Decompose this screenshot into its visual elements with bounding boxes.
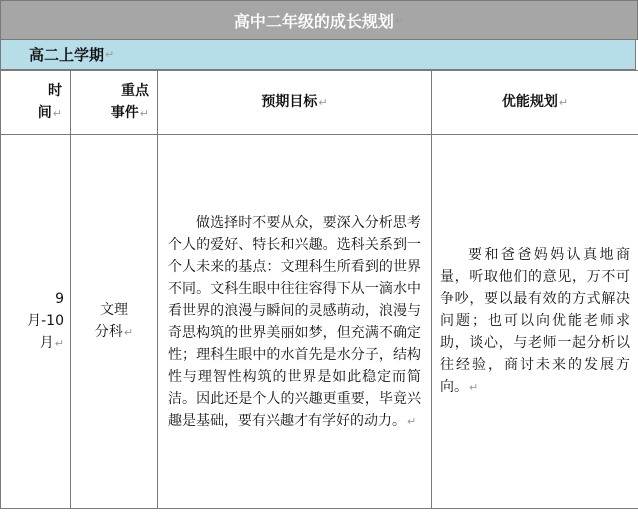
paragraph-mark-icon: ↵: [558, 96, 569, 109]
header-time-text: 时 间: [37, 83, 62, 121]
table-row: [1, 135, 638, 509]
cell-event-text: 文理 分科: [94, 302, 128, 340]
cell-event: [71, 135, 158, 509]
table-title: [0, 0, 638, 40]
cell-time-text: 9 月-10 月: [27, 291, 64, 351]
header-plan: [432, 71, 638, 135]
header-plan-text: 优能规划: [501, 94, 558, 110]
paragraph-mark-icon: ↵: [123, 326, 134, 339]
paragraph-mark-icon: ↵: [318, 96, 328, 109]
cell-goal: [158, 135, 432, 509]
paragraph-mark-icon: ↵: [139, 107, 149, 120]
paragraph-mark-icon: ↵: [469, 381, 479, 394]
cell-plan-text: 要和爸爸妈妈认真地商量，听取他们的意见，万不可争吵，要以最有效的方式解决问题；也可以向优能老师求助，谈心，与老师一起分析以往经验，商讨未来的发展方向。: [440, 247, 630, 395]
paragraph-mark-icon: ↵: [54, 337, 64, 350]
paragraph-mark-icon: ↵: [52, 107, 62, 120]
cell-goal-text: 做选择时不要从众，要深入分析思考个人的爱好、特长和兴趣。选科关系到一个人未来的基点：文理科生所看到的世界不同。文科生眼中往往容得下从一滴水中看世界的浪漫与瞬间的灵感萌动，浪漫与奇思构筑的世界美丽如梦，但充满不确定性；理科生眼中的水首先是水分子，结构性与理智性构筑的世界是如此稳定而简洁。因此还是个人的兴趣更重要，毕竟兴趣是基础，要有兴趣才有学好的动力。: [168, 215, 421, 429]
semester-text: 高二上学期: [29, 46, 105, 64]
header-goal-text: 预期目标: [261, 94, 318, 110]
semester-heading: [0, 40, 636, 70]
paragraph-mark-icon: ↵: [105, 48, 115, 61]
cell-plan: [432, 135, 638, 509]
header-event-text: 重点 事件: [110, 83, 149, 121]
cell-time: [1, 135, 71, 509]
plan-table: [0, 70, 638, 509]
header-goal: [158, 71, 432, 135]
table-title-text: 高中二年级的成长规划: [233, 11, 394, 31]
paragraph-mark-icon: ↵: [407, 415, 417, 428]
header-time: [1, 71, 71, 135]
header-row: [1, 71, 638, 135]
header-event: [71, 71, 158, 135]
paragraph-mark-icon: ↵: [394, 13, 405, 27]
